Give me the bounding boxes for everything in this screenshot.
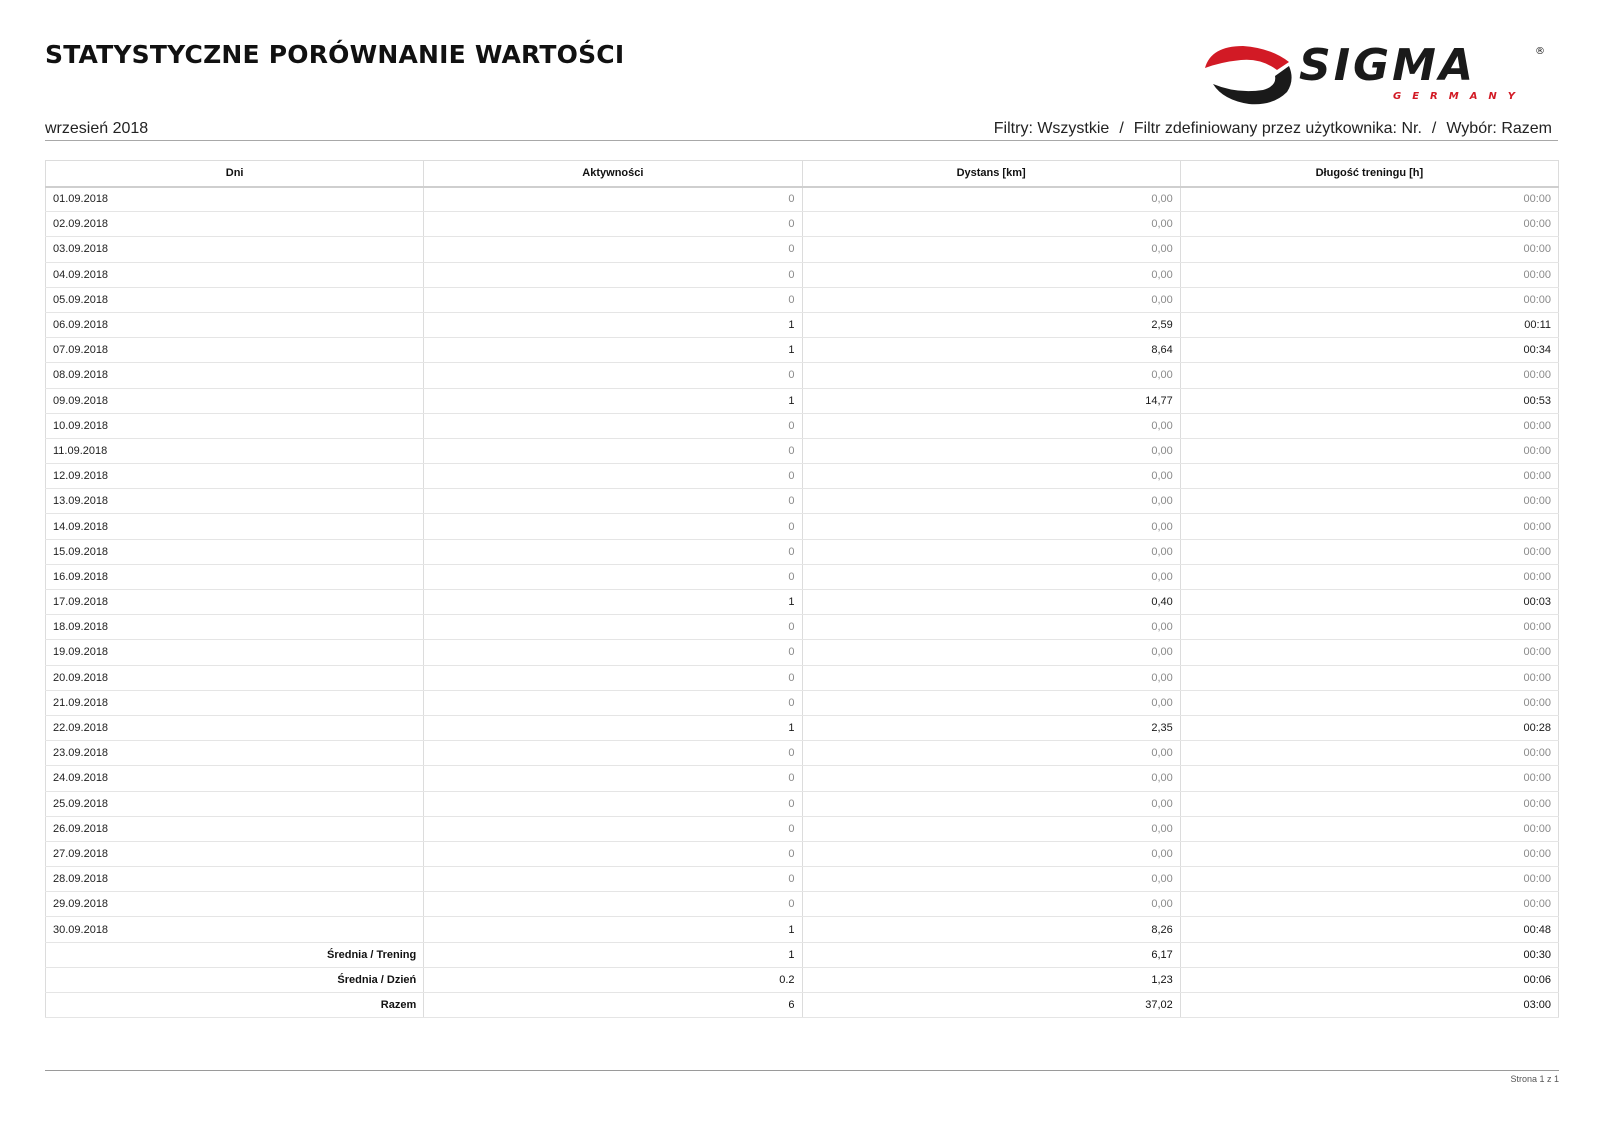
cell-activities: 0 <box>424 413 802 438</box>
table-row <box>46 539 1559 564</box>
cell-activities: 1 <box>424 338 802 363</box>
summary-distance: 6,17 <box>802 942 1180 967</box>
cell-day: 05.09.2018 <box>46 287 424 312</box>
cell-duration: 00:00 <box>1180 464 1558 489</box>
table-row <box>46 715 1559 740</box>
cell-distance: 14,77 <box>802 388 1180 413</box>
cell-activities: 0 <box>424 564 802 589</box>
cell-activities: 0 <box>424 892 802 917</box>
cell-distance: 2,59 <box>802 312 1180 337</box>
table-row <box>46 816 1559 841</box>
cell-distance: 8,26 <box>802 917 1180 942</box>
cell-distance: 0,00 <box>802 841 1180 866</box>
table-row <box>46 867 1559 892</box>
cell-day: 02.09.2018 <box>46 212 424 237</box>
cell-distance: 0,00 <box>802 892 1180 917</box>
statistics-table <box>45 160 1559 1018</box>
cell-distance: 0,00 <box>802 413 1180 438</box>
table-row <box>46 766 1559 791</box>
table-row <box>46 438 1559 463</box>
cell-duration: 00:00 <box>1180 892 1558 917</box>
cell-day: 27.09.2018 <box>46 841 424 866</box>
cell-distance: 0,00 <box>802 791 1180 816</box>
cell-duration: 00:00 <box>1180 766 1558 791</box>
summary-label: Średnia / Dzień <box>46 967 424 992</box>
cell-activities: 1 <box>424 312 802 337</box>
cell-duration: 00:00 <box>1180 413 1558 438</box>
cell-duration: 00:00 <box>1180 262 1558 287</box>
cell-activities: 0 <box>424 665 802 690</box>
table-row <box>46 690 1559 715</box>
cell-activities: 0 <box>424 640 802 665</box>
table-row <box>46 413 1559 438</box>
cell-activities: 0 <box>424 741 802 766</box>
filter-selection: Wybór: Razem <box>1446 120 1552 137</box>
cell-distance: 0,00 <box>802 237 1180 262</box>
table-row <box>46 338 1559 363</box>
sigma-logo <box>1203 40 1563 110</box>
cell-duration: 00:48 <box>1180 917 1558 942</box>
cell-activities: 0 <box>424 766 802 791</box>
cell-distance: 0,00 <box>802 741 1180 766</box>
cell-day: 18.09.2018 <box>46 615 424 640</box>
cell-activities: 1 <box>424 917 802 942</box>
cell-day: 21.09.2018 <box>46 690 424 715</box>
cell-day: 13.09.2018 <box>46 489 424 514</box>
cell-duration: 00:00 <box>1180 741 1558 766</box>
cell-activities: 0 <box>424 841 802 866</box>
table-row <box>46 363 1559 388</box>
cell-distance: 0,00 <box>802 287 1180 312</box>
cell-duration: 00:00 <box>1180 363 1558 388</box>
table-row <box>46 212 1559 237</box>
cell-distance: 0,00 <box>802 187 1180 212</box>
table-row <box>46 615 1559 640</box>
cell-day: 25.09.2018 <box>46 791 424 816</box>
cell-duration: 00:00 <box>1180 287 1558 312</box>
cell-distance: 0,00 <box>802 690 1180 715</box>
cell-duration: 00:34 <box>1180 338 1558 363</box>
cell-day: 26.09.2018 <box>46 816 424 841</box>
cell-duration: 00:00 <box>1180 187 1558 212</box>
cell-activities: 0 <box>424 212 802 237</box>
cell-duration: 00:00 <box>1180 816 1558 841</box>
table-row <box>46 791 1559 816</box>
cell-activities: 0 <box>424 690 802 715</box>
cell-activities: 1 <box>424 715 802 740</box>
cell-day: 19.09.2018 <box>46 640 424 665</box>
cell-distance: 0,00 <box>802 489 1180 514</box>
sigma-logo-graphic <box>1203 40 1563 110</box>
cell-activities: 0 <box>424 615 802 640</box>
logo-sub-text: GERMANY <box>1393 91 1527 102</box>
logo-swoosh-red <box>1205 46 1289 70</box>
cell-duration: 00:03 <box>1180 590 1558 615</box>
cell-duration: 00:00 <box>1180 690 1558 715</box>
cell-day: 09.09.2018 <box>46 388 424 413</box>
cell-duration: 00:00 <box>1180 237 1558 262</box>
summary-distance: 1,23 <box>802 967 1180 992</box>
cell-day: 10.09.2018 <box>46 413 424 438</box>
cell-duration: 00:00 <box>1180 665 1558 690</box>
cell-day: 07.09.2018 <box>46 338 424 363</box>
cell-distance: 0,00 <box>802 539 1180 564</box>
cell-duration: 00:00 <box>1180 867 1558 892</box>
cell-duration: 00:00 <box>1180 640 1558 665</box>
table-row <box>46 489 1559 514</box>
cell-duration: 00:00 <box>1180 489 1558 514</box>
table-row <box>46 388 1559 413</box>
column-header-day: Dni <box>46 161 424 187</box>
column-header-duration: Długość treningu [h] <box>1180 161 1558 187</box>
cell-distance: 0,00 <box>802 615 1180 640</box>
filter-separator: / <box>1431 120 1437 137</box>
table-header-row <box>46 161 1559 187</box>
cell-duration: 00:00 <box>1180 615 1558 640</box>
summary-row <box>46 993 1559 1018</box>
cell-day: 22.09.2018 <box>46 715 424 740</box>
table-row <box>46 287 1559 312</box>
cell-day: 08.09.2018 <box>46 363 424 388</box>
table-row <box>46 262 1559 287</box>
cell-duration: 00:00 <box>1180 539 1558 564</box>
cell-activities: 0 <box>424 539 802 564</box>
table-row <box>46 640 1559 665</box>
summary-duration: 03:00 <box>1180 993 1558 1018</box>
table-row <box>46 312 1559 337</box>
cell-day: 03.09.2018 <box>46 237 424 262</box>
cell-day: 04.09.2018 <box>46 262 424 287</box>
report-filters <box>994 120 1558 138</box>
table-row <box>46 464 1559 489</box>
cell-activities: 0 <box>424 438 802 463</box>
footer-divider <box>45 1070 1559 1071</box>
summary-label: Średnia / Trening <box>46 942 424 967</box>
cell-day: 29.09.2018 <box>46 892 424 917</box>
table-row <box>46 892 1559 917</box>
cell-distance: 0,40 <box>802 590 1180 615</box>
logo-registered-mark: ® <box>1535 46 1545 57</box>
cell-distance: 0,00 <box>802 564 1180 589</box>
cell-duration: 00:00 <box>1180 841 1558 866</box>
cell-duration: 00:00 <box>1180 514 1558 539</box>
report-subheader <box>45 119 1558 141</box>
cell-day: 11.09.2018 <box>46 438 424 463</box>
filter-all: Filtry: Wszystkie <box>993 120 1110 137</box>
table-row <box>46 564 1559 589</box>
summary-duration: 00:30 <box>1180 942 1558 967</box>
cell-distance: 0,00 <box>802 640 1180 665</box>
report-title: STATYSTYCZNE PORÓWNANIE WARTOŚCI <box>45 40 625 69</box>
cell-activities: 0 <box>424 237 802 262</box>
cell-activities: 0 <box>424 262 802 287</box>
cell-activities: 0 <box>424 514 802 539</box>
column-header-distance: Dystans [km] <box>802 161 1180 187</box>
table-row <box>46 237 1559 262</box>
table-row <box>46 841 1559 866</box>
summary-distance: 37,02 <box>802 993 1180 1018</box>
summary-duration: 00:06 <box>1180 967 1558 992</box>
cell-activities: 0 <box>424 287 802 312</box>
cell-distance: 0,00 <box>802 363 1180 388</box>
table-row <box>46 514 1559 539</box>
cell-day: 24.09.2018 <box>46 766 424 791</box>
table-row <box>46 917 1559 942</box>
cell-distance: 2,35 <box>802 715 1180 740</box>
cell-duration: 00:00 <box>1180 564 1558 589</box>
summary-activities: 1 <box>424 942 802 967</box>
summary-row <box>46 967 1559 992</box>
report-period: wrzesień 2018 <box>45 120 149 137</box>
cell-day: 17.09.2018 <box>46 590 424 615</box>
cell-duration: 00:28 <box>1180 715 1558 740</box>
cell-activities: 0 <box>424 464 802 489</box>
table-row <box>46 741 1559 766</box>
summary-activities: 0.2 <box>424 967 802 992</box>
cell-activities: 1 <box>424 590 802 615</box>
cell-day: 01.09.2018 <box>46 187 424 212</box>
cell-distance: 8,64 <box>802 338 1180 363</box>
cell-activities: 0 <box>424 791 802 816</box>
column-header-activities: Aktywności <box>424 161 802 187</box>
table-row <box>46 187 1559 212</box>
cell-day: 20.09.2018 <box>46 665 424 690</box>
cell-duration: 00:00 <box>1180 791 1558 816</box>
cell-distance: 0,00 <box>802 262 1180 287</box>
table-body <box>46 187 1559 1018</box>
cell-duration: 00:11 <box>1180 312 1558 337</box>
cell-duration: 00:00 <box>1180 438 1558 463</box>
cell-day: 15.09.2018 <box>46 539 424 564</box>
cell-distance: 0,00 <box>802 766 1180 791</box>
cell-distance: 0,00 <box>802 514 1180 539</box>
cell-distance: 0,00 <box>802 665 1180 690</box>
cell-activities: 0 <box>424 867 802 892</box>
summary-row <box>46 942 1559 967</box>
filter-separator: / <box>1119 120 1124 137</box>
cell-day: 12.09.2018 <box>46 464 424 489</box>
filter-user-defined: Filtr zdefiniowany przez użytkownika: Nr. <box>1133 120 1422 137</box>
logo-swoosh-black <box>1213 66 1292 104</box>
table-row <box>46 590 1559 615</box>
table-row <box>46 665 1559 690</box>
cell-distance: 0,00 <box>802 464 1180 489</box>
cell-duration: 00:00 <box>1180 212 1558 237</box>
cell-day: 30.09.2018 <box>46 917 424 942</box>
summary-label: Razem <box>46 993 424 1018</box>
cell-day: 14.09.2018 <box>46 514 424 539</box>
cell-day: 23.09.2018 <box>46 741 424 766</box>
logo-brand-text: SIGMA <box>1299 40 1477 91</box>
cell-distance: 0,00 <box>802 438 1180 463</box>
cell-day: 28.09.2018 <box>46 867 424 892</box>
cell-activities: 0 <box>424 187 802 212</box>
cell-distance: 0,00 <box>802 867 1180 892</box>
cell-activities: 0 <box>424 816 802 841</box>
cell-day: 16.09.2018 <box>46 564 424 589</box>
cell-distance: 0,00 <box>802 816 1180 841</box>
page-number: Strona 1 z 1 <box>1510 1074 1559 1084</box>
cell-day: 06.09.2018 <box>46 312 424 337</box>
cell-duration: 00:53 <box>1180 388 1558 413</box>
cell-activities: 1 <box>424 388 802 413</box>
summary-activities: 6 <box>424 993 802 1018</box>
cell-activities: 0 <box>424 489 802 514</box>
cell-distance: 0,00 <box>802 212 1180 237</box>
cell-activities: 0 <box>424 363 802 388</box>
